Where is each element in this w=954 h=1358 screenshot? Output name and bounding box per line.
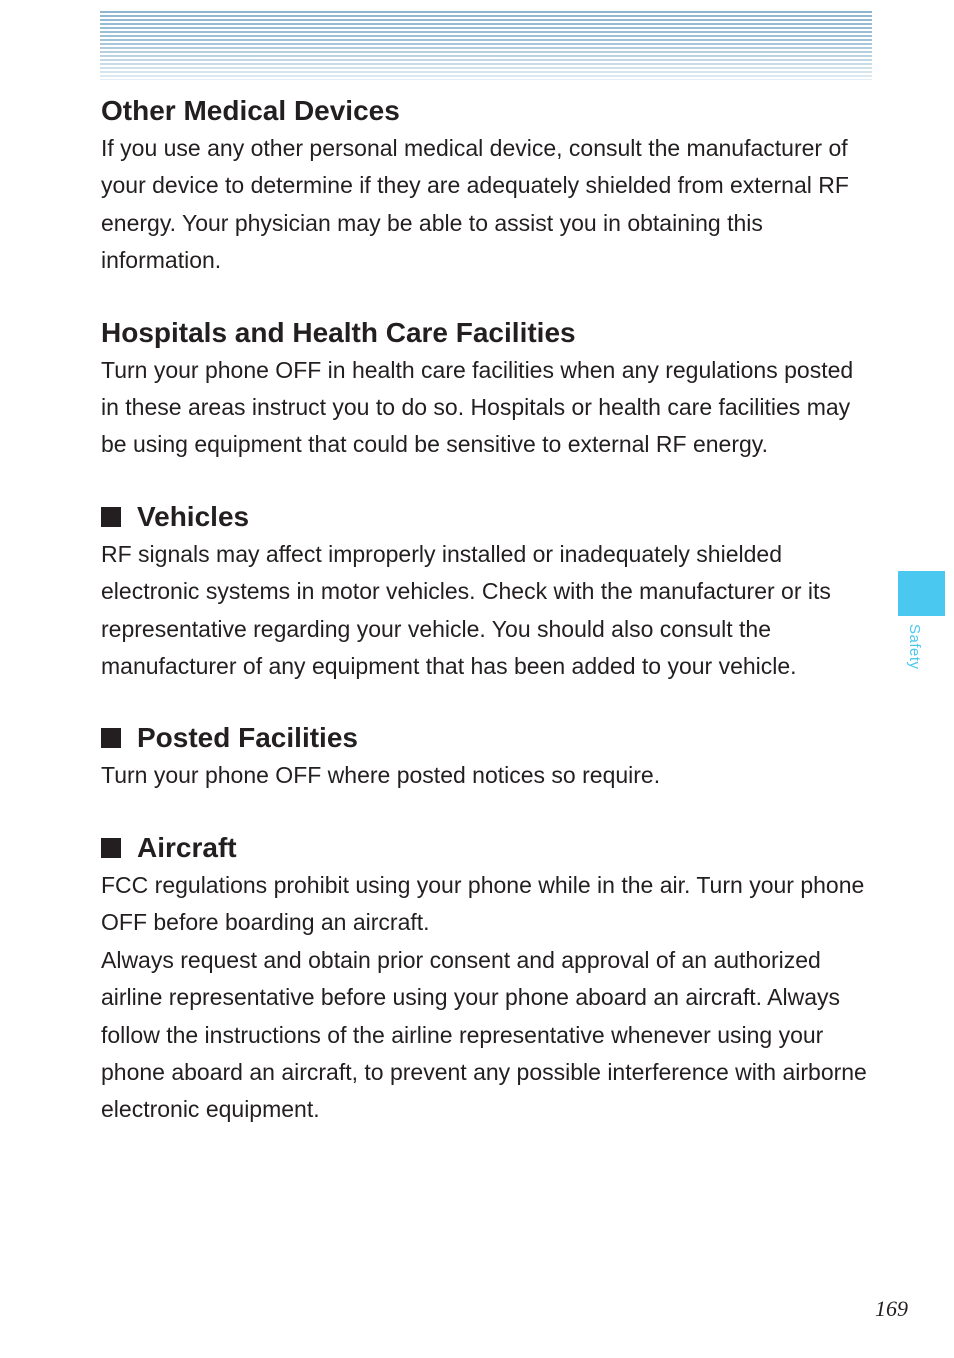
section-paragraph: Always request and obtain prior consent and approval of an authorized airline representative before using your phone aboard an aircraft. Always follow the instructions of the airline representative whenever using your phone aboard an aircraft, to prevent any possible interference with airborne electronic equipment. — [101, 946, 867, 1123]
section-posted-facilities — [101, 719, 871, 794]
bullet-square-icon — [101, 507, 121, 527]
chapter-tab-label: Safety — [906, 624, 923, 670]
section-vehicles — [101, 498, 871, 686]
page-content — [101, 92, 871, 1129]
bullet-square-icon — [101, 728, 121, 748]
section-heading: Posted Facilities — [101, 719, 871, 757]
bullet-square-icon — [101, 838, 121, 858]
section-hospitals — [101, 314, 871, 464]
section-paragraph: Turn your phone OFF where posted notices so require. — [101, 762, 661, 789]
section-paragraph: If you use any other personal medical device, consult the manufacturer of your device to determine if they are adequately shielded from external RF energy. Your physician may be able to assist you in obtaining this information. — [101, 135, 849, 274]
section-heading: Hospitals and Health Care Facilities — [101, 316, 576, 348]
section-heading: Other Medical Devices — [101, 95, 400, 126]
chapter-tab-marker — [898, 571, 945, 616]
section-paragraph: RF signals may affect improperly installed or inadequately shielded electronic systems in motor vehicles. Check with the manufacturer or its representative regarding your vehicle. You should also consult the manufacturer of any equipment that has been added to your vehicle. — [101, 540, 831, 680]
page-number: 169 — [875, 1296, 908, 1321]
section-paragraph: Turn your phone OFF in health care facilities when any regulations posted in these areas instruct you to do so. Hospitals or health care facilities may be using equipment that could be sensitive to external RF energy. — [101, 356, 854, 458]
section-heading: Aircraft — [101, 829, 871, 867]
section-other-medical-devices — [101, 92, 871, 280]
header-decoration-band — [100, 11, 872, 80]
section-heading: Vehicles — [101, 498, 871, 536]
section-aircraft — [101, 829, 871, 1129]
section-paragraph: FCC regulations prohibit using your phone while in the air. Turn your phone OFF before boarding an aircraft. — [101, 871, 865, 936]
